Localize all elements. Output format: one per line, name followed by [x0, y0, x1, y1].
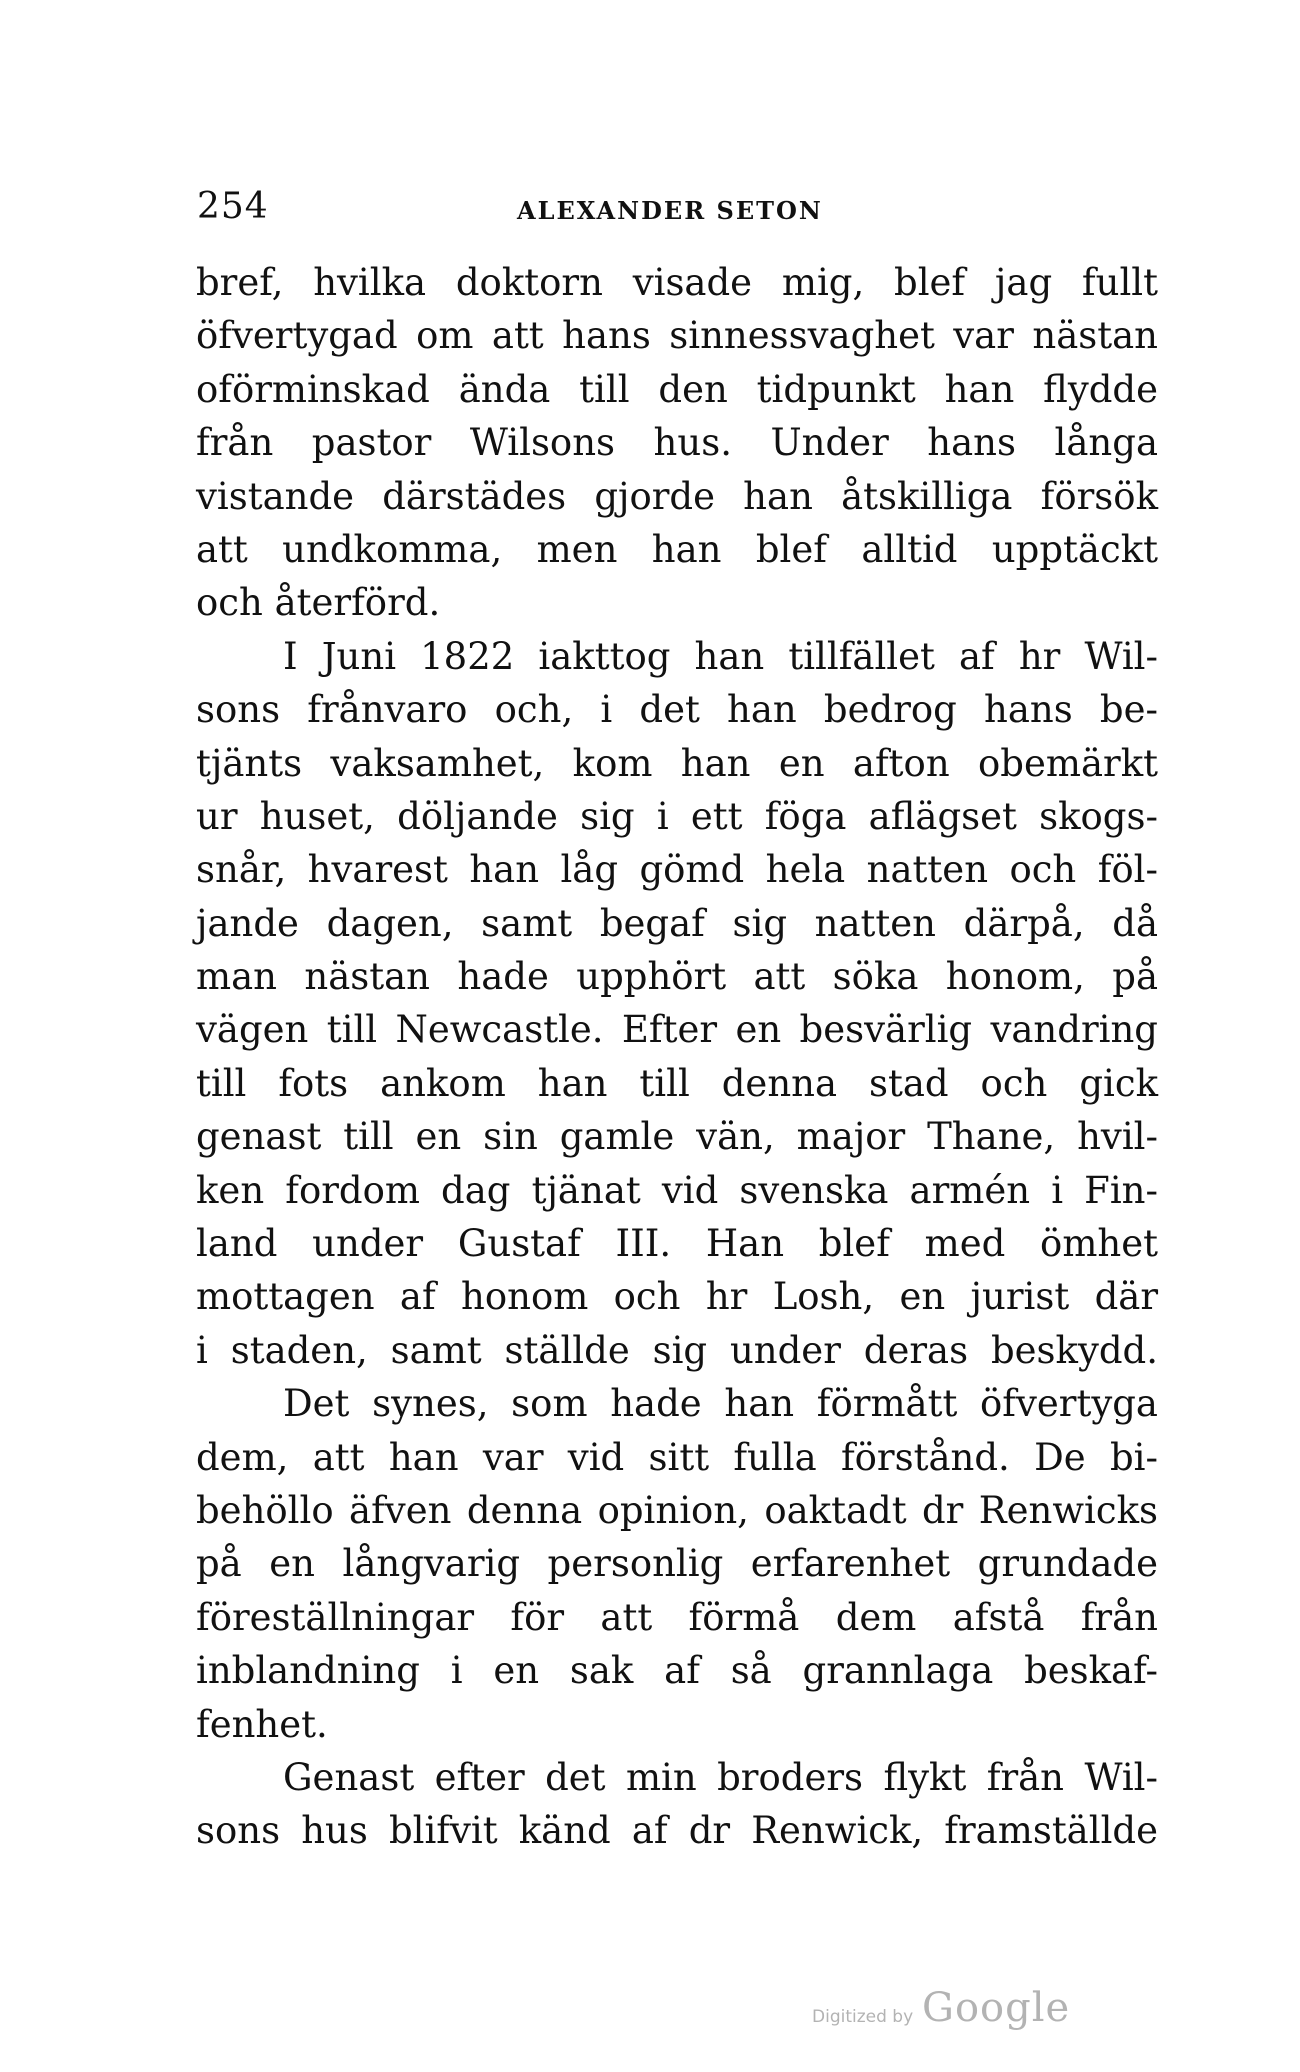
text-line: ur huset, döljande sig i ett föga aflägset skogs- [196, 794, 1158, 838]
text-line: ken fordom dag tjänat vid svenska armén i Fin- [196, 1168, 1158, 1212]
text-line: bref, hvilka doktorn visade mig, blef jag fullt [196, 261, 1158, 304]
text-line: man nästan hade upphört att söka honom, på [196, 955, 1158, 999]
watermark-prefix: Digitized by [812, 2007, 914, 2027]
paragraph [196, 256, 1158, 630]
page-number: 254 [197, 186, 269, 227]
text-line: föreställningar för att förmå dem afstå från [196, 1595, 1158, 1639]
text-line: oförminskad ända till den tidpunkt han flydde [196, 367, 1158, 411]
paragraph [196, 1751, 1158, 1858]
text-line: sons hus blifvit känd af dr Renwick, framställde [196, 1809, 1158, 1853]
text-line: till fots ankom han till denna stad och gick [196, 1061, 1158, 1105]
text-line: fenhet. [196, 1702, 328, 1746]
watermark-brand: Google [922, 1985, 1071, 2031]
page-header [197, 186, 1157, 246]
text-line: vägen till Newcastle. Efter en besvärlig vandring [196, 1008, 1158, 1052]
text-line: dem, att han var vid sitt fulla förstånd. De bi- [196, 1435, 1158, 1479]
text-line: behöllo äfven denna opinion, oaktadt dr Renwicks [196, 1488, 1158, 1532]
text-line: sons frånvaro och, i det han bedrog hans be- [196, 688, 1158, 732]
text-line: tjänts vaksamhet, kom han en afton obemärkt [196, 741, 1158, 785]
text-line: I Juni 1822 iakttog han tillfället af hr Wil- [283, 634, 1158, 678]
text-line: öfvertygad om att hans sinnessvaghet var nästan [196, 314, 1158, 358]
text-line: i staden, samt ställde sig under deras beskydd. [196, 1328, 1158, 1372]
text-line: Genast efter det min broders flykt från Wil- [283, 1755, 1158, 1799]
text-line: och återförd. [196, 581, 441, 625]
text-line: jande dagen, samt begaf sig natten därpå, då [196, 901, 1158, 945]
digitized-watermark [812, 1985, 1072, 2035]
running-head: ALEXANDER SETON [517, 196, 823, 225]
text-line: mottagen af honom och hr Losh, en jurist där [196, 1275, 1158, 1319]
paragraph [196, 630, 1158, 1377]
paragraph [196, 1377, 1158, 1751]
text-line: inblandning i en sak af så grannlaga beskaf- [196, 1649, 1158, 1693]
text-line: land under Gustaf III. Han blef med ömhet [196, 1222, 1158, 1266]
body-text [196, 256, 1158, 1858]
text-line: från pastor Wilsons hus. Under hans långa [196, 421, 1158, 465]
text-line: att undkomma, men han blef alltid upptäckt [196, 527, 1158, 571]
text-line: snår, hvarest han låg gömd hela natten och föl- [196, 848, 1158, 892]
text-line: Det synes, som hade han förmått öfvertyga [283, 1382, 1158, 1426]
text-line: vistande därstädes gjorde han åtskilliga försök [196, 474, 1158, 518]
text-line: på en långvarig personlig erfarenhet grundade [196, 1542, 1158, 1586]
text-line: genast till en sin gamle vän, major Thane, hvil- [196, 1115, 1158, 1159]
